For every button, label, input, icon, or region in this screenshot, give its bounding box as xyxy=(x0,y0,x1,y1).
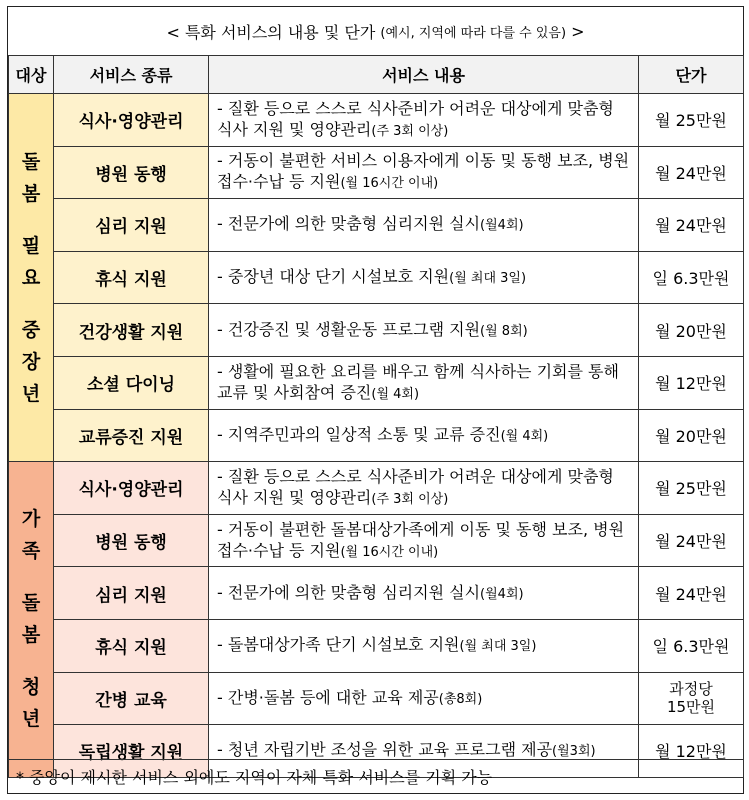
category-word: 가 족 xyxy=(21,508,41,563)
category-word: 필 요 xyxy=(21,234,41,289)
document xyxy=(7,6,744,794)
service-name: 심리 지원 xyxy=(54,199,209,252)
service-description xyxy=(209,462,639,515)
service-description xyxy=(209,251,639,304)
service-description xyxy=(209,672,639,725)
service-description xyxy=(209,304,639,357)
description-text: - 전문가에 의한 맞춤형 심리지원 실시 xyxy=(217,214,481,234)
description-note: (월 최대 3일) xyxy=(449,271,527,287)
footnote: * 중앙이 제시한 서비스 외에도 지역이 자체 특화 서비스를 기획 가능 xyxy=(8,759,743,793)
service-name: 교류증진 지원 xyxy=(54,409,209,462)
table-row xyxy=(9,199,744,252)
service-name: 식사·영양관리 xyxy=(54,94,209,147)
category-word: 중 장 년 xyxy=(21,318,41,405)
title-note: (예시, 지역에 따라 다를 수 있음) xyxy=(380,25,567,41)
description-text: - 돌봄대상가족 단기 시설보호 지원 xyxy=(217,635,460,655)
table-row xyxy=(9,251,744,304)
description-note: (월4회) xyxy=(480,586,524,602)
description-note: (주 3회 이상) xyxy=(371,491,449,507)
description-text: - 청년 자립기반 조성을 위한 교육 프로그램 제공 xyxy=(217,740,553,760)
description-note: (월 16시간 이내) xyxy=(340,176,439,192)
service-price: 월 24만원 xyxy=(639,199,744,252)
service-description xyxy=(209,619,639,672)
description-text: - 건강증진 및 생활운동 프로그램 지원 xyxy=(217,319,481,339)
description-text: - 질환 등으로 스스로 식사준비가 어려운 대상에게 맞춤형 식사 지원 및 영양관리 xyxy=(217,466,614,507)
description-text: - 거동이 불편한 서비스 이용자에게 이동 및 동행 보조, 병원 접수·수납 등 지원 xyxy=(217,151,630,192)
service-name: 소셜 다이닝 xyxy=(54,356,209,409)
service-name: 독립생활 지원 xyxy=(54,725,209,778)
description-note: (월 4회) xyxy=(371,386,420,402)
service-price: 월 20만원 xyxy=(639,409,744,462)
description-text: - 지역주민과의 일상적 소통 및 교류 증진 xyxy=(217,424,501,444)
header-row xyxy=(9,56,744,94)
table-row xyxy=(9,514,744,567)
description-note: (월 8회) xyxy=(480,323,528,339)
table-row xyxy=(9,672,744,725)
service-price: 월 20만원 xyxy=(639,304,744,357)
service-name: 심리 지원 xyxy=(54,567,209,620)
header-category: 대상 xyxy=(9,56,54,94)
category-cell xyxy=(9,94,54,462)
service-name: 병원 동행 xyxy=(54,514,209,567)
description-note: (월 최대 3일) xyxy=(459,639,537,655)
service-description xyxy=(209,567,639,620)
header-service: 서비스 종류 xyxy=(54,56,209,94)
service-description xyxy=(209,94,639,147)
service-name: 휴식 지원 xyxy=(54,251,209,304)
title-main: < 특화 서비스의 내용 및 단가 xyxy=(166,22,376,42)
service-name: 건강생활 지원 xyxy=(54,304,209,357)
service-name: 병원 동행 xyxy=(54,146,209,199)
service-price: 과정당 15만원 xyxy=(639,672,744,725)
service-price: 일 6.3만원 xyxy=(639,251,744,304)
service-price: 월 24만원 xyxy=(639,514,744,567)
header-price: 단가 xyxy=(639,56,744,94)
description-text: - 질환 등으로 스스로 식사준비가 어려운 대상에게 맞춤형 식사 지원 및 영양관리 xyxy=(217,98,614,139)
table-row xyxy=(9,304,744,357)
service-name: 간병 교육 xyxy=(54,672,209,725)
table-row xyxy=(9,567,744,620)
description-note: (월4회) xyxy=(480,218,524,234)
header-content: 서비스 내용 xyxy=(209,56,639,94)
description-text: - 거동이 불편한 돌봄대상가족에게 이동 및 동행 보조, 병원 접수·수납 등 지원 xyxy=(217,519,625,560)
table-row xyxy=(9,462,744,515)
description-note: (주 3회 이상) xyxy=(371,123,449,139)
service-price: 일 6.3만원 xyxy=(639,619,744,672)
service-description xyxy=(209,409,639,462)
description-text: - 간병·돌봄 등에 대한 교육 제공 xyxy=(217,687,439,707)
service-price: 월 24만원 xyxy=(639,146,744,199)
service-table xyxy=(8,55,744,778)
service-description xyxy=(209,514,639,567)
service-description xyxy=(209,199,639,252)
category-word: 돌 봄 xyxy=(21,150,41,205)
description-text: - 중장년 대상 단기 시설보호 지원 xyxy=(217,267,450,287)
table-row xyxy=(9,619,744,672)
service-price: 월 25만원 xyxy=(639,462,744,515)
table-row xyxy=(9,146,744,199)
category-word: 돌 봄 xyxy=(21,592,41,647)
table-title xyxy=(8,7,743,55)
table-row xyxy=(9,409,744,462)
service-price: 월 25만원 xyxy=(639,94,744,147)
table-row xyxy=(9,356,744,409)
service-description xyxy=(209,356,639,409)
title-end: > xyxy=(571,21,585,41)
description-note: (월 4회) xyxy=(500,428,549,444)
category-cell xyxy=(9,462,54,778)
description-text: - 생활에 필요한 요리를 배우고 함께 식사하는 기회를 통해 교류 및 사회참여 증진 xyxy=(217,361,619,402)
service-price: 월 24만원 xyxy=(639,567,744,620)
description-note: (총8회) xyxy=(438,691,483,707)
service-description xyxy=(209,146,639,199)
service-name: 휴식 지원 xyxy=(54,619,209,672)
description-note: (월3회) xyxy=(552,744,596,760)
service-name: 식사·영양관리 xyxy=(54,462,209,515)
service-price: 월 12만원 xyxy=(639,725,744,778)
service-price: 월 12만원 xyxy=(639,356,744,409)
table-row xyxy=(9,94,744,147)
description-text: - 전문가에 의한 맞춤형 심리지원 실시 xyxy=(217,582,481,602)
description-note: (월 16시간 이내) xyxy=(340,544,439,560)
category-word: 청 년 xyxy=(21,676,41,731)
